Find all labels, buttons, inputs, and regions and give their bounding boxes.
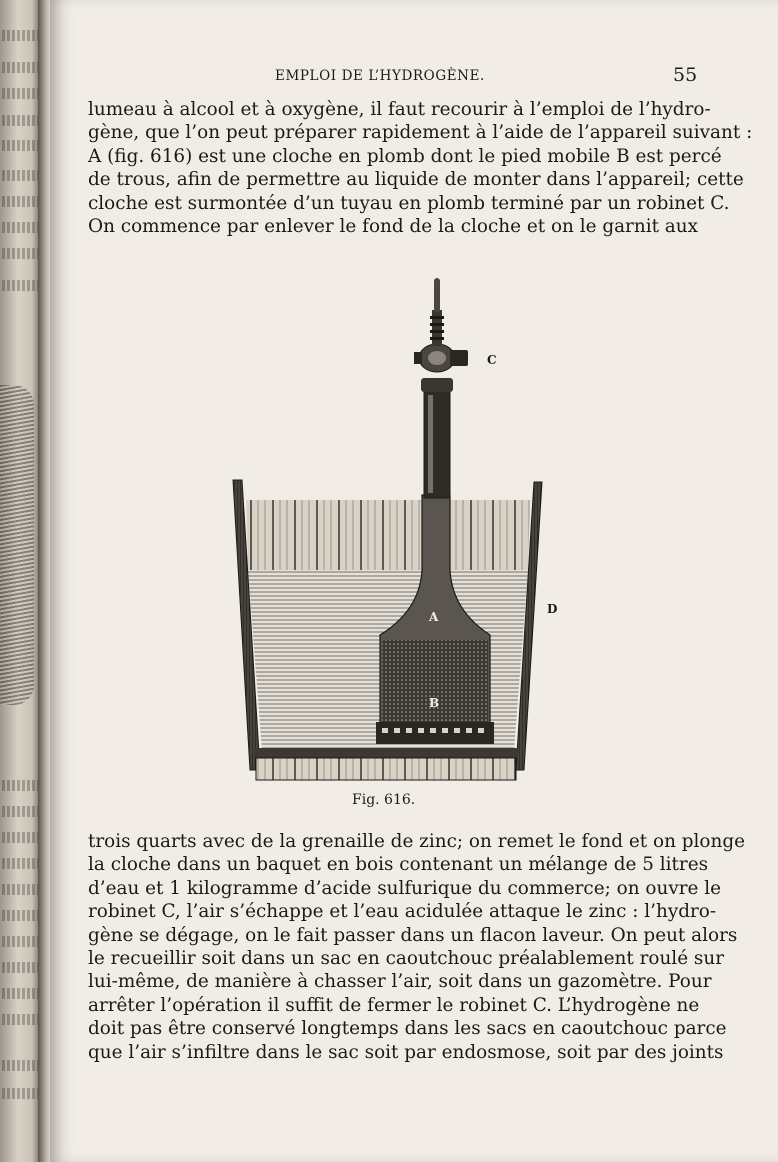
engraving-hydrogen-apparatus [228, 270, 558, 790]
text-line: la cloche dans un baquet en bois contenant un mélange de 5 litres [88, 854, 709, 876]
text-line: arrêter l’opération il suffit de fermer le robinet C. L’hydrogène ne [88, 994, 700, 1016]
running-head: EMPLOI DE L’HYDROGÈNE. [275, 68, 485, 84]
paragraph-top [88, 98, 753, 238]
text-line: gène, que l’on peut préparer rapidement à l’aide de l’appareil suivant : [88, 122, 753, 144]
page-header [50, 66, 778, 90]
page-number: 55 [673, 64, 698, 86]
text-line: lumeau à alcool et à oxygène, il faut recourir à l’emploi de l’hydro- [88, 99, 711, 120]
label-B: B [429, 696, 440, 710]
text-line: doit pas être conservé longtemps dans les sacs en caoutchouc parce [88, 1018, 727, 1040]
paragraph-bottom [88, 830, 745, 1064]
adjacent-page-edge [0, 0, 40, 1162]
text-line: trois quarts avec de la grenaille de zinc; on remet le fond et on plonge [88, 831, 745, 852]
label-C: C [487, 353, 497, 367]
text-line: le recueillir soit dans un sac en caoutchouc préalablement roulé sur [88, 947, 724, 969]
text-line: que l’air s’infiltre dans le sac soit par endosmose, soit par des joints [88, 1041, 724, 1063]
text-line: de trous, afin de permettre au liquide de monter dans l’appareil; cette [88, 169, 744, 191]
text-line: d’eau et 1 kilogramme d’acide sulfurique du commerce; on ouvre le [88, 877, 722, 899]
label-A: A [429, 610, 439, 624]
text-line: On commence par enlever le fond de la cloche et on le garnit aux [88, 215, 698, 237]
figure-caption: Fig. 616. [352, 792, 416, 808]
text-line: lui-même, de manière à chasser l’air, soit dans un gazomètre. Pour [88, 971, 712, 993]
text-line: A (fig. 616) est une cloche en plomb dont le pied mobile B est percé [88, 145, 722, 167]
label-D: D [547, 602, 558, 616]
text-line: cloche est surmontée d’un tuyau en plomb terminé par un robinet C. [88, 192, 730, 214]
text-line: robinet C, l’air s’échappe et l’eau acidulée attaque le zinc : l’hydro- [88, 901, 717, 923]
text-line: gène se dégage, on le fait passer dans un flacon laveur. On peut alors [88, 924, 738, 946]
book-page [50, 0, 778, 1162]
